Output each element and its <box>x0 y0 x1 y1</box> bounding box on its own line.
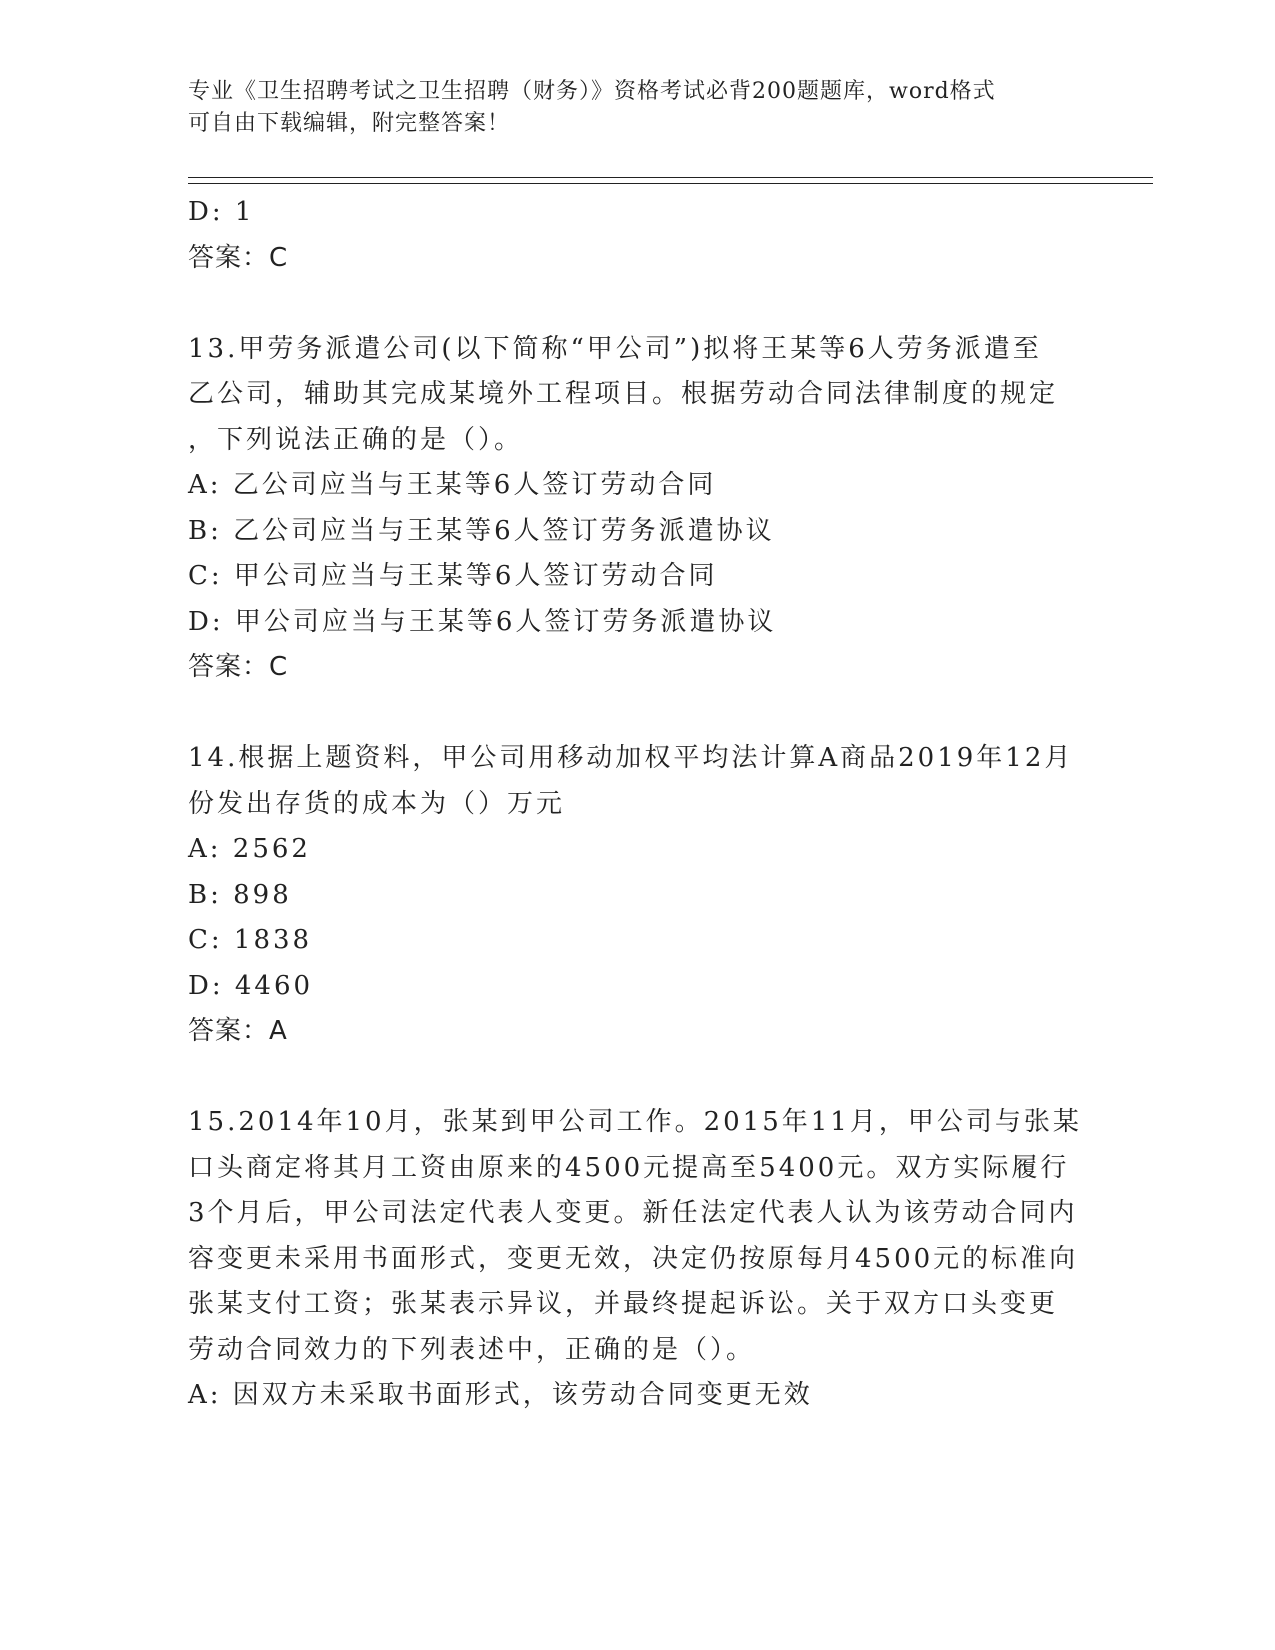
answer-line: 答案：A <box>188 1016 288 1046</box>
question-13 <box>188 327 1068 691</box>
question-stem-line: 14.根据上题资料，甲公司用移动加权平均法计算A商品2019年12月 <box>188 743 1074 773</box>
option-a: A: 因双方未采取书面形式，该劳动合同变更无效 <box>188 1380 813 1410</box>
document-body <box>188 190 1082 1419</box>
question-spacer <box>188 1055 1068 1101</box>
question-14 <box>188 736 1074 1055</box>
option-a: A: 乙公司应当与王某等6人签订劳动合同 <box>188 470 717 500</box>
option-d: D: 4460 <box>188 970 314 1001</box>
question-15 <box>188 1100 1082 1419</box>
question-stem-line: 容变更未采用书面形式，变更无效，决定仍按原每月4500元的标准向 <box>188 1243 1079 1274</box>
header-divider-top <box>188 177 1153 178</box>
question-stem-line: 口头商定将其月工资由原来的4500元提高至5400元。双方实际履行 <box>188 1152 1070 1183</box>
header-title-line-2: 可自由下载编辑，附完整答案！ <box>188 111 511 136</box>
answer-line: 答案：C <box>188 242 289 273</box>
option-d: D: 1 <box>188 197 255 227</box>
question-spacer <box>188 281 1068 327</box>
question-stem-line: 份发出存货的成本为（）万元 <box>188 788 566 819</box>
question-stem-line: 13.甲劳务派遣公司(以下简称“甲公司”)拟将王某等6人劳务派遣至 <box>188 333 1042 364</box>
option-b: B: 898 <box>188 879 292 910</box>
option-c: C: 甲公司应当与王某等6人签订劳动合同 <box>188 561 718 591</box>
option-d: D: 甲公司应当与王某等6人签订劳务派遣协议 <box>188 606 777 637</box>
question-12 <box>188 190 1068 281</box>
question-stem-line: ，下列说法正确的是（）。 <box>188 424 524 455</box>
document-header <box>188 76 1068 140</box>
answer-line: 答案：C <box>188 652 289 682</box>
header-divider-bottom <box>188 183 1153 184</box>
option-b: B: 乙公司应当与王某等6人签订劳务派遣协议 <box>188 515 775 546</box>
header-title-line-1: 专业《卫生招聘考试之卫生招聘（财务）》资格考试必背200题题库，word格式 <box>188 79 996 104</box>
question-stem-line: 乙公司，辅助其完成某境外工程项目。根据劳动合同法律制度的规定 <box>188 379 1059 409</box>
question-stem-line: 张某支付工资；张某表示异议，并最终提起诉讼。关于双方口头变更 <box>188 1289 1059 1319</box>
question-stem-line: 15.2014年10月，张某到甲公司工作。2015年11月，甲公司与张某 <box>188 1107 1082 1137</box>
question-spacer <box>188 691 1068 737</box>
option-c: C: 1838 <box>188 925 313 955</box>
option-a: A: 2562 <box>188 834 311 864</box>
question-stem-line: 劳动合同效力的下列表述中，正确的是（）。 <box>188 1334 756 1365</box>
question-stem-line: 3个月后，甲公司法定代表人变更。新任法定代表人认为该劳动合同内 <box>188 1198 1078 1228</box>
